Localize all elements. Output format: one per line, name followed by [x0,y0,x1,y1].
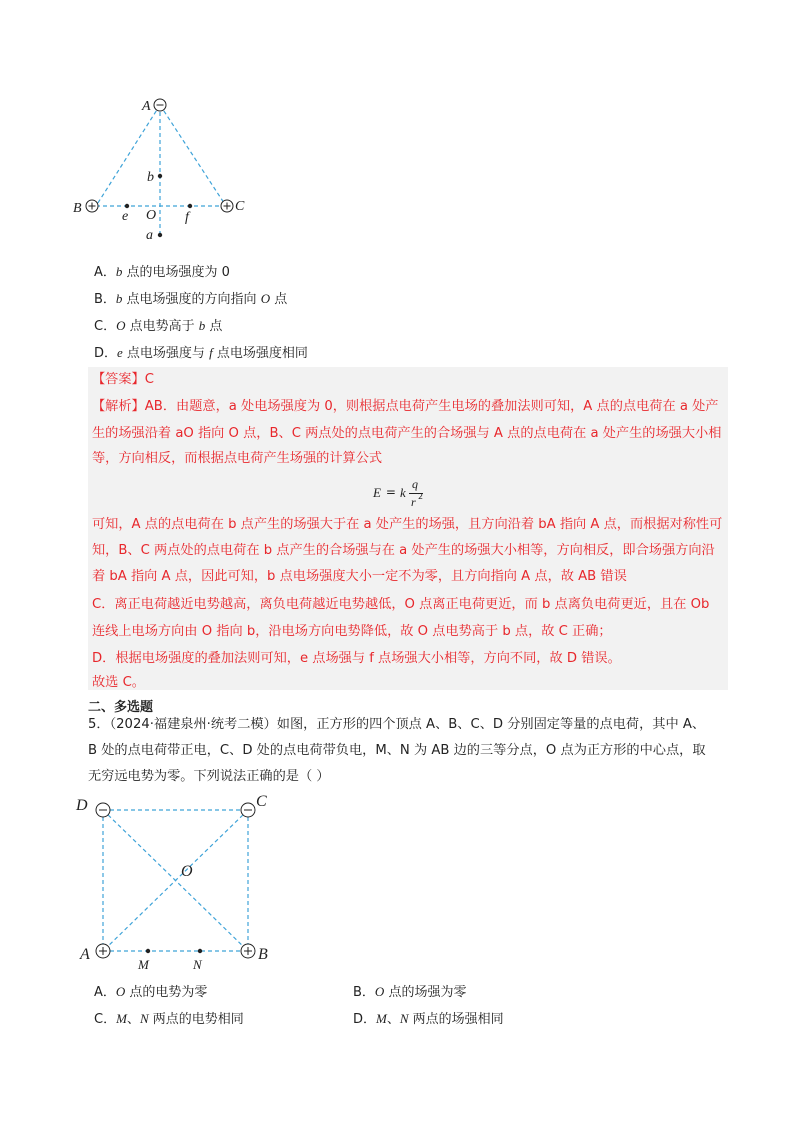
q4-option-a[interactable] [94,263,230,282]
option-prefix: D． [94,346,118,361]
option-prefix: A． [94,265,116,280]
option-var2: b [198,318,206,333]
option-prefix: D． [353,1012,377,1027]
formula-denominator: r [411,495,416,509]
label-c-vertex: C [235,199,245,214]
option-text: 点电场强度与 [122,346,210,361]
label-m: M [138,957,149,972]
option-var2: O [260,291,271,306]
answer-value: C [144,372,154,387]
option-var: e [117,345,123,360]
figure-square-charges [70,790,290,975]
label-n: N [193,957,202,972]
q5-line-1: 5．（2024·福建泉州·统考二模）如图，正方形的四个顶点 A、B、C、D 分别固定等量的点电荷，其中 A、 [88,717,706,732]
point-e [125,204,129,208]
q5-line-2: B 处的点电荷带正电，C、D 处的点电荷带负电，M、N 为 AB 边的三等分点，O 点为正方形的中心点，取 [88,743,706,758]
analysis-line-2: 生的场强沿着 aO 指向 O 点，B、C 两点处的点电荷产生的合场强与 A 点的点电荷在 a 处产生的场强大小相 [92,426,722,441]
option-sep: 、 [126,1012,140,1027]
analysis-line-5: 知，B、C 两点处的点电荷在 b 点产生的合场强与在 a 处产生的场强大小相等，方向相反，即合场强方向沿 [92,543,715,558]
analysis-line-3: 等，方向相反，而根据点电荷产生场强的计算公式 [92,451,383,466]
q5-option-b[interactable] [353,983,466,1002]
option-var: O [115,984,126,999]
option-text: 两点的场强相同 [408,1012,504,1027]
figure-triangle-charges [68,92,258,252]
label-a-vertex: A [142,99,151,114]
option-var: b [115,264,123,279]
label-b: B [258,946,268,963]
option-var2: N [399,1011,409,1026]
q5-option-a[interactable] [94,983,207,1002]
formula-k: k [400,485,406,500]
option-text: 点的场强为零 [384,985,467,1000]
option-var2: N [139,1011,149,1026]
q5-option-c[interactable] [94,1010,244,1029]
point-a [158,233,162,237]
analysis-line-10: 故选 C。 [92,675,145,690]
label-c: C [256,793,267,810]
option-prefix: A． [94,985,116,1000]
charge-c-positive [221,200,233,212]
section-title: 二、多选题 [88,700,154,715]
point-b [158,174,162,178]
option-text2: 点 [205,319,223,334]
charge-b-positive [86,200,98,212]
option-var: O [116,318,126,333]
label-f-point: f [185,210,189,225]
label-d: D [76,797,88,814]
option-var: b [115,291,123,306]
option-var: O [374,984,385,999]
option-sep: 、 [386,1012,400,1027]
point-f [188,204,192,208]
analysis-line-7: C．离正电荷越近电势越高，离负电荷越近电势越低，O 点离正电荷更近，而 b 点离负电荷更近，且在 Ob [92,597,710,612]
charge-d-negative [96,803,110,817]
option-text: 点电场强度的方向指向 [122,292,261,307]
q4-option-c[interactable] [94,317,222,336]
q5-line-3: 无穷远电势为零。下列说法正确的是（ ） [88,769,330,784]
analysis-line-6: 着 bA 指向 A 点，因此可知，b 点电场强度大小一定不为零，且方向指向 A 点，故 AB 错误 [92,569,627,584]
option-text2: 点 [270,292,288,307]
point-m [146,949,150,953]
charge-b-positive [241,944,255,958]
answer-tag: 【答案】 [92,372,145,387]
option-prefix: B． [353,985,375,1000]
label-e-point: e [122,209,129,224]
label-b-point: b [147,170,154,185]
answer-panel [88,367,728,690]
formula-eq: = [382,485,400,499]
formula-e: E [373,485,381,500]
label-a: A [80,946,90,963]
option-var: M [116,1011,127,1026]
q4-option-d[interactable] [94,344,308,363]
charge-a-negative [154,99,166,111]
label-o-point: O [146,208,157,223]
option-prefix: B． [94,292,116,307]
label-a-point: a [146,228,153,243]
option-text: 点电势高于 [125,319,199,334]
option-text: 两点的电势相同 [148,1012,244,1027]
option-prefix: C． [94,1012,117,1027]
option-prefix: C． [94,319,117,334]
label-o: O [181,863,193,880]
option-text: 点的电势为零 [125,985,208,1000]
formula-numerator: q [412,477,418,491]
q4-option-b[interactable] [94,290,287,309]
analysis-line-4: 可知，A 点的点电荷在 b 点产生的场强大于在 a 处产生的场强，且方向沿着 bA 指向 A 点，而根据对称性可 [92,517,723,532]
analysis-line-9: D．根据电场强度的叠加法则可知，e 点场强与 f 点场强大小相等，方向不同，故 D 错误。 [92,651,621,666]
option-var: M [376,1011,387,1026]
formula-exponent: 2 [418,492,424,501]
analysis-tag: 【解析】 [92,399,145,414]
charge-c-negative [241,803,255,817]
point-n [198,949,202,953]
label-b-vertex: B [73,201,82,216]
charge-a-positive [96,944,110,958]
analysis-line-8: 连线上电场方向由 O 指向 b，沿电场方向电势降低，故 O 点电势高于 b 点，故 C 正确； [92,624,612,639]
analysis-text: AB．由题意，a 处电场强度为 0，则根据点电荷产生电场的叠加法则可知，A 点的点电荷在 a 处产 [144,399,719,414]
q5-option-d[interactable] [353,1010,504,1029]
option-var2: f [209,345,213,360]
option-text2: 点电场强度相同 [212,346,308,361]
option-text: 点的电场强度为 0 [122,265,230,280]
